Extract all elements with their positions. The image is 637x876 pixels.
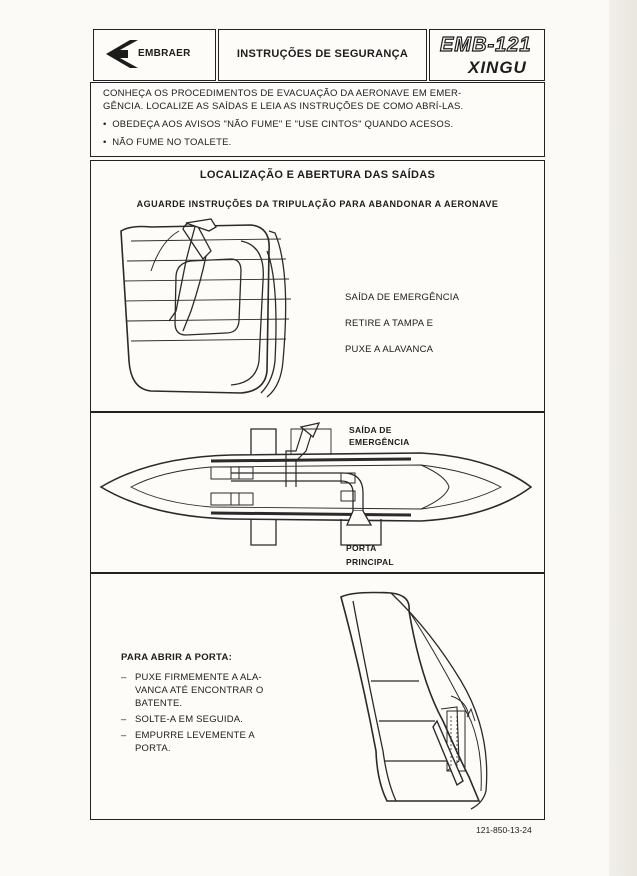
exits-section-subtitle: AGUARDE INSTRUÇÕES DA TRIPULAÇÃO PARA ABANDONAR A AERONAVE	[136, 199, 499, 209]
plan-main-door-label-1: PORTA	[346, 543, 377, 553]
door-instructions-title: PARA ABRIR A PORTA:	[121, 652, 233, 663]
intro-line-2: GÊNCIA. LOCALIZE AS SAÍDAS E LEIA AS INSTRUÇÕES DE COMO ABRÍ-LAS.	[103, 101, 464, 112]
plan-emergency-label-2: EMERGÊNCIA	[349, 437, 410, 447]
bullet-icon: •	[103, 137, 113, 148]
intro-bullet-2: • NÃO FUME NO TOALETE.	[103, 137, 232, 148]
emergency-exit-title: SAÍDA DE EMERGÊNCIA	[345, 292, 460, 303]
brand-name: EMBRAER	[138, 48, 191, 59]
bullet-icon: •	[103, 119, 113, 130]
aircraft-model: EMB-121	[440, 34, 532, 56]
exits-section	[90, 160, 545, 820]
page-edge-shadow	[609, 0, 637, 876]
intro-bullet-1: • OBEDEÇA AOS AVISOS "NÃO FUME" E "USE CINTOS" QUANDO ACESOS.	[103, 119, 454, 130]
header-model-box	[429, 29, 545, 81]
document-number: 121-850-13-24	[476, 825, 532, 835]
door-instructions	[121, 651, 286, 755]
page-title: INSTRUÇÕES DE SEGURANÇA	[236, 48, 409, 60]
emergency-exit-step-1: RETIRE A TAMPA E	[345, 318, 434, 329]
door-step-1: – PUXE FIRMEMENTE A ALA- VANCA ATÉ ENCONTRAR O BATENTE.	[121, 672, 264, 709]
emergency-exit-step-2: PUXE A ALAVANCA	[345, 344, 434, 355]
intro-line-1: CONHEÇA OS PROCEDIMENTOS DE EVACUAÇÃO DA AERONAVE EM EMER-	[103, 88, 462, 99]
exits-section-title: LOCALIZAÇÃO E ABERTURA DAS SAÍDAS	[199, 169, 436, 181]
intro-box	[90, 82, 545, 157]
door-step-2: – SOLTE-A EM SEGUIDA.	[121, 714, 244, 725]
header-title-box	[218, 29, 427, 81]
header-logo-box	[93, 29, 216, 81]
aircraft-name: XINGU	[468, 58, 527, 77]
plan-emergency-label-1: SAÍDA DE	[349, 425, 392, 435]
plan-main-door-label-2: PRINCIPAL	[346, 557, 394, 567]
door-step-3: – EMPURRE LEVEMENTE A PORTA.	[121, 730, 255, 754]
